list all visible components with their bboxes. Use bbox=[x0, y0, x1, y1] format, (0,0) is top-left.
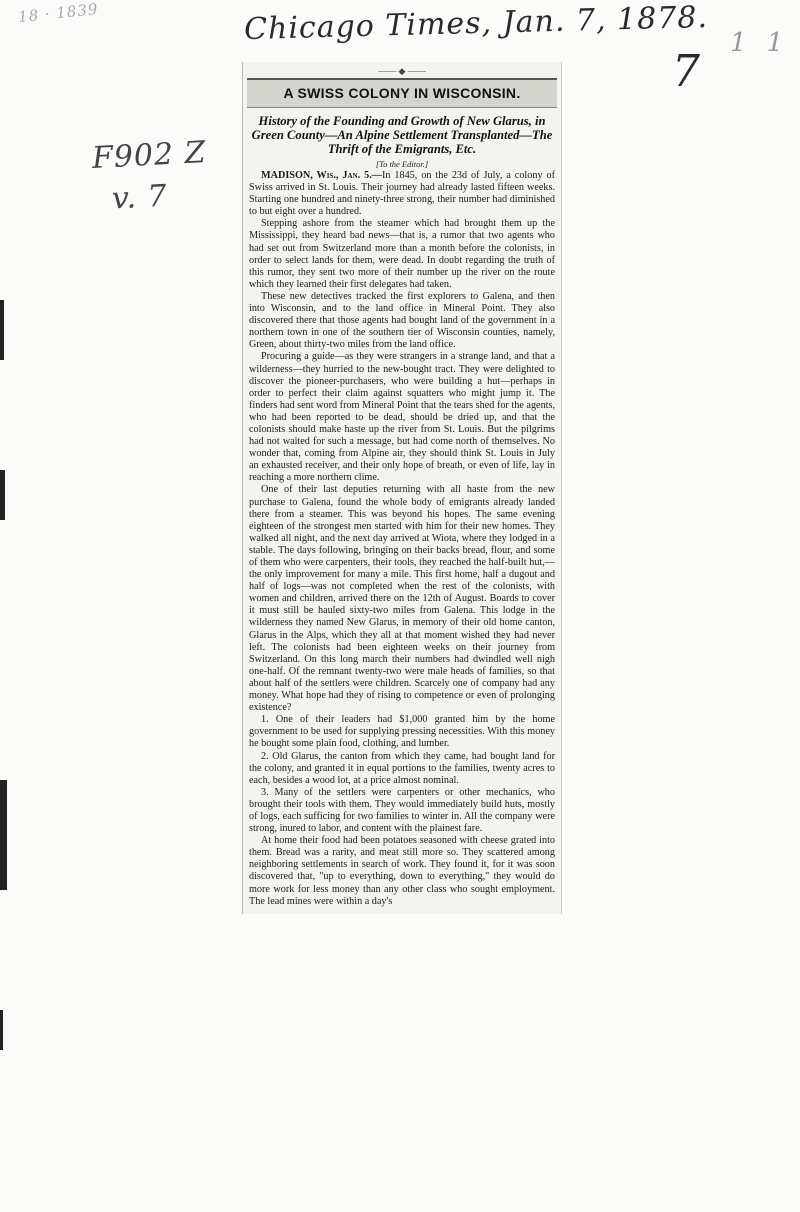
article-paragraph: These new detectives tracked the first explorers to Galena, and then into Wisconsin, and to the land office in Mineral Point. They also discovered there that those agents had bought land of the government in a northern town in one of the southern tier of Wisconsin counties, namely, Green, about thirty-two miles from the land office. bbox=[249, 290, 555, 351]
scan-edge-mark bbox=[0, 300, 4, 360]
corner-marks: 1 1 bbox=[730, 28, 790, 58]
article-paragraph: Stepping ashore from the steamer which had brought them up the Mississippi, they heard bad news—that is, a rumor that two agents who had set out from Switzerland more than a month before the colonists, in order to select lands for them, were dead. In doubt regarding the truth of this rumor, they sent two more of their number up the river on the route which they learned their first delegates had taken. bbox=[249, 218, 555, 290]
article-paragraph: 2. Old Glarus, the canton from which they came, had bought land for the colony, and granted it in equal portions to the families, twenty acres to each, besides a wood lot, at a price almost nominal. bbox=[249, 750, 555, 786]
article-headline: A SWISS COLONY IN WISCONSIN. bbox=[283, 85, 521, 101]
article-paragraph: 3. Many of the settlers were carpenters or other mechanics, who brought their tools with them. They would immediately build huts, mostly of logs, each sufficing for two families to winter in. All the company were strong, inured to labor, and content with the plainest fare. bbox=[249, 786, 555, 835]
call-number: F902 Z bbox=[91, 135, 208, 176]
paragraph-text: In 1845, on the 23d of July, a colony of Swiss arrived in St. Louis. Their journey had already lasted fifteen weeks. Starting one hundred and ninety-three strong, their number had diminished to but eight over a hundred. bbox=[249, 170, 555, 218]
scan-edge-mark bbox=[0, 780, 7, 890]
headline-band bbox=[247, 78, 557, 108]
volume-note: v. 7 bbox=[111, 178, 169, 217]
article-paragraph: One of their last deputies returning with all haste from the new purchase to Galena, found the whole body of emigrants already landed there from a steamer. This was beyond his hopes. The same evening eighteen of the strongest men started with him for their new homes. They walked all night, and the next day arrived at Wiota, where they lodged in a stable. The days following, bringing on their backs bread, flour, and some of them who were carpenters, their tools, they reached the half-built hut,—the only improvement for many a mile. This first home, half a dugout and half of logs—was not completed when the rest of the colonists, with women and children, arrived there on the 12th of August. Boards to cover it must still be hauled sixty-two miles from Galena. This lodge in the wilderness they named New Glarus, in memory of their old home canton, Glarus in the Alps, which they all at that moment wished they had never left. The colonists had been eighteen weeks on their journey from Switzerland. On this long march their numbers had dwindled well nigh one-half. Of the remnant twenty-two were male heads of families, so that about half of the settlers were children. Scarcely one of company had any money. What hope had they of rising to competence or even of prolonging existence? bbox=[249, 484, 555, 714]
article-paragraph: At home their food had been potatoes seasoned with cheese grated into them. Bread was a rarity, and meat still more so. They scattered among neighboring settlements in search of work. They found it, for it was soon discovered that, "up to everything, down to everything," they would do more work for less money than any other class who sought employment. The lead mines were within a day's bbox=[249, 835, 555, 907]
article-body bbox=[249, 170, 555, 908]
scan-edge-mark bbox=[0, 470, 5, 520]
faint-corner-note: 18 · 1839 bbox=[17, 0, 100, 27]
article-paragraph: 1. One of their leaders had $1,000 granted him by the home government to be used for supplying pressing necessities. With this money he bought some plain food, clothing, and lumber. bbox=[249, 714, 555, 750]
article-paragraph: Procuring a guide—as they were strangers in a strange land, and that a wilderness—they hurried to the new-bought tract. They were delighted to discover the pioneer-purchasers, who were building a hut—perhaps in order to perfect their claim against squatters who might jump it. The finders had sent word from Mineral Point that the tears shed for the agents, who had been reported to be dead, should be dried up, and that the colonists should make haste up the river from St. Louis. But the pilgrims had not waited for such a message, but had come north of themselves. No wonder that, coming from Alpine air, they should think St. Louis in July an exhausted receiver, and their only hope of breath, or even of life, lay in reaching a more northern clime. bbox=[249, 351, 555, 484]
newspaper-clipping bbox=[242, 62, 562, 914]
article-paragraph bbox=[249, 170, 555, 218]
ornament-rule: —— ◆ —— bbox=[378, 66, 426, 76]
page-number: 7 bbox=[672, 46, 701, 97]
scan-edge-mark bbox=[0, 1010, 3, 1050]
editor-note: [To the Editor.] bbox=[375, 159, 429, 169]
dateline: MADISON, Wis., Jan. 5.— bbox=[261, 170, 382, 181]
handwritten-source-note: Chicago Times, Jan. 7, 1878. bbox=[243, 0, 709, 48]
article-subhead: History of the Founding and Growth of New Glarus, in Green County—An Alpine Settlement Transplanted—The Thrift of the Emigrants, Etc. bbox=[251, 114, 553, 156]
